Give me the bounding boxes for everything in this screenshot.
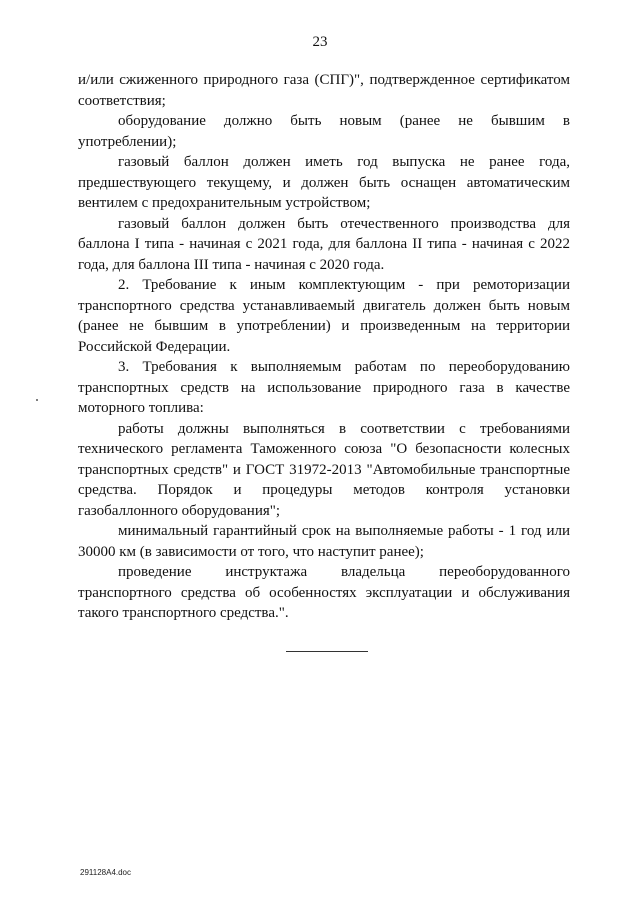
- paragraph-certificate: и/или сжиженного природного газа (СПГ)", подтвержденное сертификатом соответствия;: [78, 72, 570, 109]
- paragraph-briefing: проведение инструктажа владельца переоборудованного транспортного средства об особенностях эксплуатации и обслуживания такого транспортного средства.".: [78, 564, 570, 621]
- paragraph-warranty: минимальный гарантийный срок на выполняемые работы - 1 год или 30000 км (в зависимости от того, что наступит ранее);: [78, 523, 570, 560]
- paragraph-regulation: работы должны выполняться в соответствии с требованиями технического регламента Таможенного союза "О безопасности колесных транспортных средств" и ГОСТ 31972-2013 "Автомобильные транспортные средства. Порядок и процедуры методов контроля установки газобаллонного оборудования";: [78, 420, 570, 519]
- end-divider-line: [286, 651, 368, 652]
- scan-speck: [36, 399, 38, 401]
- paragraph-cylinder-year: газовый баллон должен иметь год выпуска не ранее года, предшествующего текущему, и должен быть оснащен автоматическим вентилем с предохранительным устройством;: [78, 154, 570, 211]
- paragraph-works-requirement: 3. Требования к выполняемым работам по переоборудованию транспортных средств на использование природного газа в качестве моторного топлива:: [78, 359, 570, 416]
- paragraph-components-requirement: 2. Требование к иным комплектующим - при ремоторизации транспортного средства устанавливаемый двигатель должен быть новым (ранее не бывшим в употреблении) и произведенным на территории Российской Федерации.: [78, 277, 570, 355]
- page-number: 23: [312, 34, 328, 50]
- document-body: [78, 70, 570, 624]
- paragraph-cylinder-origin: газовый баллон должен быть отечественного производства для баллона I типа - начиная с 2021 года, для баллона II типа - начиная с 2022 года, для баллона III типа - начиная с 2020 года.: [78, 215, 570, 273]
- paragraph-new-equipment: оборудование должно быть новым (ранее не бывшим в употреблении);: [78, 113, 570, 150]
- footer-document-code: 291128A4.doc: [80, 868, 132, 877]
